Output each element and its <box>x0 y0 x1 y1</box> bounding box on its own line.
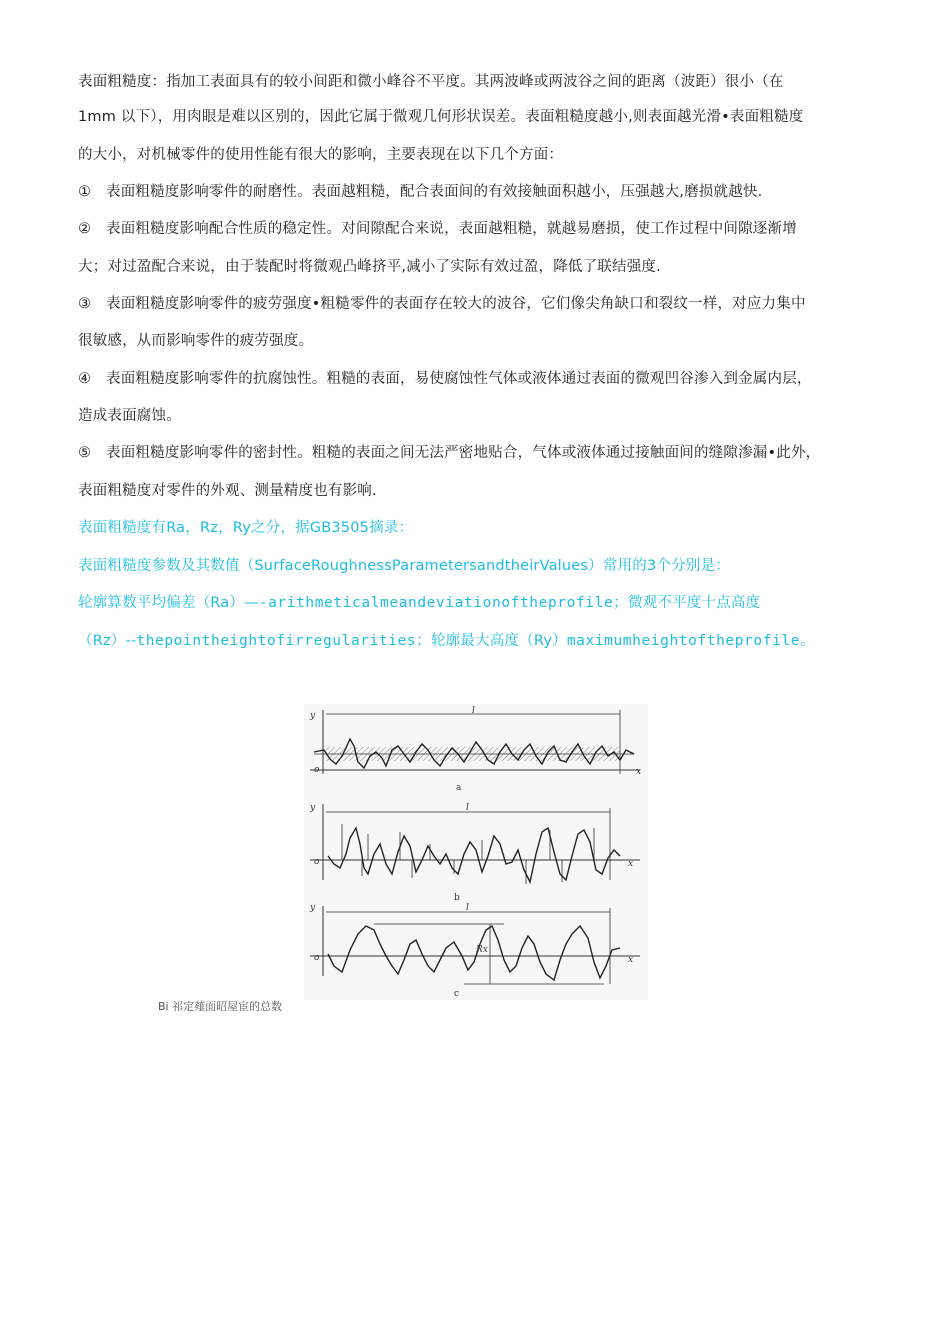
panel-a-origin: o <box>314 765 320 775</box>
point-text: 表面粗糙度影响零件的密封性。粗糙的表面之间无法严密地贴合，气体或液体通过接触面间的缝隙渗漏•此外， <box>106 445 821 461</box>
panel-b-y-label: y <box>310 803 316 813</box>
highlight-line-4 <box>78 631 815 651</box>
panel-a-hatch <box>326 747 620 761</box>
panel-b-sublabel: b <box>454 893 460 903</box>
panel-c-x-label: x <box>628 955 634 965</box>
panel-a-x-label: x <box>636 767 642 777</box>
intro-line-3: 的大小，对机械零件的使用性能有很大的影响，主要表现在以下几个方面： <box>78 147 564 163</box>
panel-a-sublabel: a <box>456 783 462 793</box>
panel-b-profile <box>328 828 620 882</box>
ry-english: maximumheightoftheprofile <box>566 633 801 649</box>
panel-a-y-label: y <box>310 711 316 721</box>
point-1 <box>78 182 762 202</box>
panel-c-profile <box>328 926 620 980</box>
rz-english: thepointheightofirregularities <box>136 633 417 649</box>
panel-b-peak-markers <box>342 824 594 884</box>
panel-c-rx-label: Rx <box>476 945 488 955</box>
figure-caption: Bi 祁定薤面昭屋宦的总数 <box>158 1000 283 1013</box>
panel-b-l-label: l <box>466 803 469 813</box>
panel-b-x-label: x <box>628 859 634 869</box>
highlight-line-2: 表面粗糙度参数及其数值（SurfaceRoughnessParametersandtheirValues）常用的3个分别是： <box>78 558 730 574</box>
rz-label: ；微观不平度十点高度 <box>613 595 761 611</box>
point-2-continued: 大；对过盈配合来说，由于装配时将微观凸峰挤平,减小了实际有效过盈，降低了联结强度. <box>78 259 661 275</box>
roughness-diagram <box>304 704 648 1000</box>
point-5-continued: 表面粗糙度对零件的外观、测量精度也有影响. <box>78 483 377 499</box>
panel-b-origin: o <box>314 857 320 867</box>
line-end: 。 <box>800 633 815 649</box>
point-number: ③ <box>78 296 92 312</box>
point-2 <box>78 219 797 239</box>
panel-c-origin: o <box>314 953 320 963</box>
roughness-figure <box>304 704 648 1000</box>
point-4-continued: 造成表面腐蚀。 <box>78 408 181 424</box>
intro-line-1: 表面粗糙度：指加工表面具有的较小间距和微小峰谷不平度。其两波峰或两波谷之间的距离（波距）很小（在 <box>78 74 784 90</box>
ra-label: 轮廓算数平均偏差（Ra）— <box>78 595 259 611</box>
rz-open: （Rz）-- <box>78 633 137 649</box>
panel-c-l-label: l <box>466 903 469 913</box>
point-number: ④ <box>78 371 92 387</box>
panel-c-y-label: y <box>310 903 316 913</box>
point-number: ⑤ <box>78 445 92 461</box>
point-4 <box>78 369 812 389</box>
point-number: ① <box>78 184 92 200</box>
point-number: ② <box>78 221 92 237</box>
point-5 <box>78 443 820 463</box>
point-3 <box>78 294 806 314</box>
highlight-line-3 <box>78 593 760 613</box>
point-text: 表面粗糙度影响零件的抗腐蚀性。粗糙的表面，易使腐蚀性气体或液体通过表面的微观凹谷渗入到金属内层， <box>106 371 812 387</box>
point-text: 表面粗糙度影响零件的疲劳强度•粗糙零件的表面存在较大的波谷，它们像尖角缺口和裂纹一样，对应力集中 <box>106 296 806 312</box>
highlight-line-1: 表面粗糙度有Ra，Rz，Ry之分，据GB3505摘录： <box>78 520 414 536</box>
intro-line-2: 1mm 以下），用肉眼是难以区别的，因此它属于微观几何形状误差。表面粗糙度越小,则表面越光滑•表面粗糙度 <box>78 109 804 125</box>
point-text: 表面粗糙度影响配合性质的稳定性。对间隙配合来说，表面越粗糙，就越易磨损，使工作过程中间隙逐渐增 <box>106 221 797 237</box>
point-text: 表面粗糙度影响零件的耐磨性。表面越粗糙，配合表面间的有效接触面积越小，压强越大,磨损就越快. <box>106 184 763 200</box>
ry-label: ；轮廓最大高度（Ry） <box>416 633 567 649</box>
panel-a-l-label: l <box>472 706 475 716</box>
ra-english: -arithmeticalmeandeviationoftheprofile <box>258 595 614 611</box>
panel-c-sublabel: c <box>454 989 460 999</box>
point-3-continued: 很敏感，从而影响零件的疲劳强度。 <box>78 333 314 349</box>
